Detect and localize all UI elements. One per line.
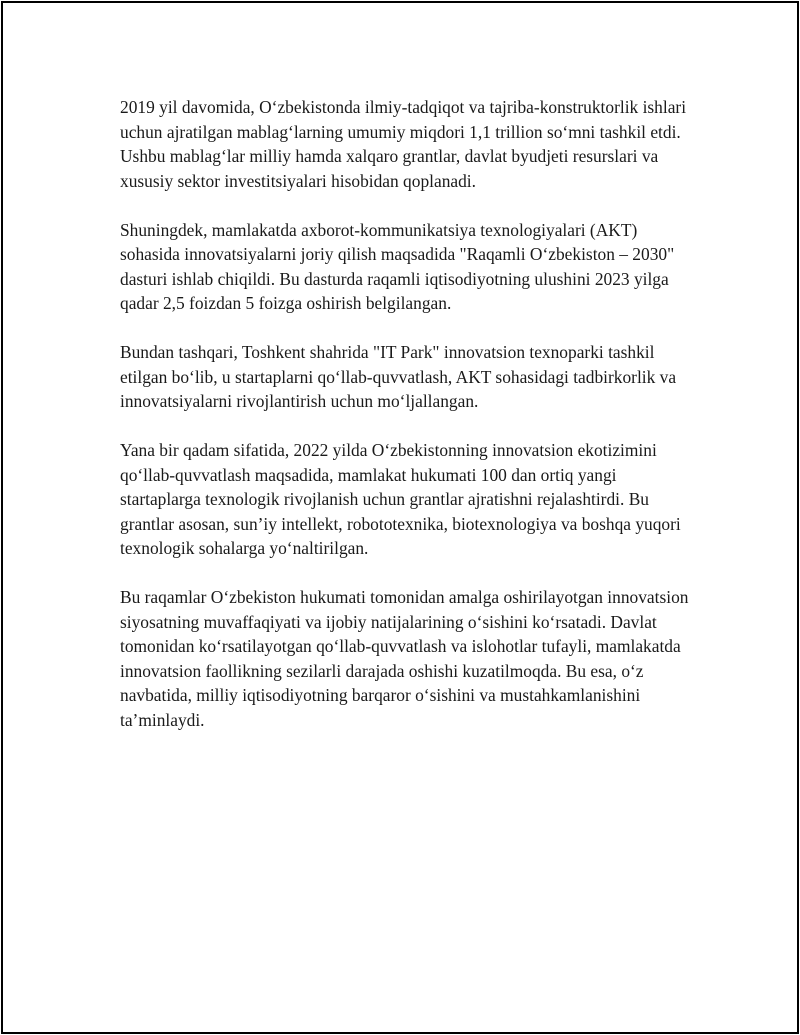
document-page	[1, 1, 799, 1034]
paragraph-1: 2019 yil davomida, O‘zbekistonda ilmiy-tadqiqot va tajriba-konstruktorlik ishlari uchun ajratilgan mablag‘larning umumiy miqdori 1,1 trillion so‘mni tashkil etdi. Ushbu mablag‘lar milliy hamda xalqaro grantlar, davlat byudjeti resurslari va xususiy sektor investitsiyalari hisobidan qoplanadi.	[120, 97, 687, 191]
document-body	[120, 95, 700, 757]
paragraph-5: Bu raqamlar O‘zbekiston hukumati tomonidan amalga oshirilayotgan innovatsion siyosatning muvaffaqiyati va ijobiy natijalarining o‘sishini ko‘rsatadi. Davlat tomonidan ko‘rsatilayotgan qo‘llab-quvvatlash va islohotlar tufayli, mamlakatda innovatsion faollikning sezilarli darajada oshishi kuzatilmoqda. Bu esa, o‘z navbatida, milliy iqtisodiyotning barqaror o‘sishini va mustahkamlanishini ta’minlaydi.	[120, 587, 689, 730]
paragraph-3: Bundan tashqari, Toshkent shahrida "IT Park" innovatsion texnoparki tashkil etilgan bo‘lib, u startaplarni qo‘llab-quvvatlash, AKT sohasidagi tadbirkorlik va innovatsiyalarni rivojlantirish uchun mo‘ljallangan.	[120, 342, 677, 411]
paragraph-2: Shuningdek, mamlakatda axborot-kommunikatsiya texnologiyalari (AKT) sohasida innovatsiyalarni joriy qilish maqsadida "Raqamli O‘zbekiston – 2030" dasturi ishlab chiqildi. Bu dasturda raqamli iqtisodiyotning ulushini 2023 yilga qadar 2,5 foizdan 5 foizga oshirish belgilangan.	[120, 219, 675, 313]
paragraph-4: Yana bir qadam sifatida, 2022 yilda O‘zbekistonning innovatsion ekotizimini qo‘llab-quvvatlash maqsadida, mamlakat hukumati 100 dan ortiq yangi startaplarga texnologik rivojlanish uchun grantlar ajratishni rejalashtirdi. Bu grantlar asosan, sun’iy intellekt, robototexnika, biotexnologiya va boshqa yuqori texnologik sohalarga yo‘naltirilgan.	[120, 440, 681, 558]
